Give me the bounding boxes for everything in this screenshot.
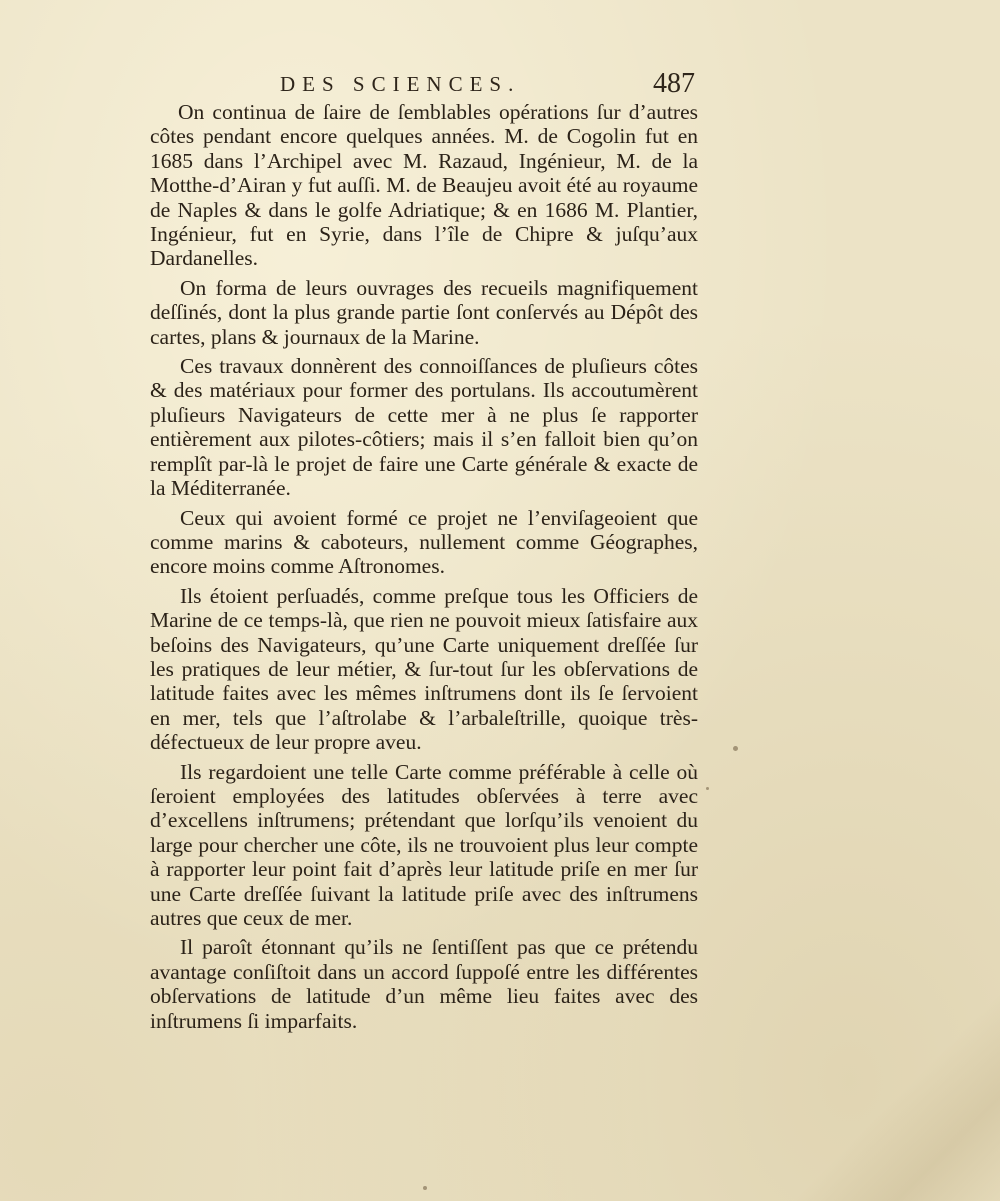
paper-speck [423, 1186, 427, 1190]
paper-speck [733, 746, 738, 751]
body-text [150, 100, 698, 1033]
paragraph: Ils regardoient une telle Carte comme préférable à celle où ſeroient employées des latitudes obſervées à terre avec d’excellens inſtrumens; prétendant que lorſqu’ils venoient du large pour chercher une côte, ils ne trouvoient plus leur compte à rapporter leur point fait d’après leur latitude priſe en mer ſur une Carte dreſſée ſuivant la latitude priſe avec des inſtrumens autres que ceux de mer. [150, 759, 698, 930]
paragraph: Il paroît étonnant qu’ils ne ſentiſſent pas que ce prétendu avantage conſiſtoit dans un accord ſuppoſé entre les différentes obſervations de latitude d’un même lieu faites avec des inſtrumens ſi imparfaits. [150, 935, 698, 1033]
paragraph: Ces travaux donnèrent des connoiſſances de pluſieurs côtes & des matériaux pour former des portulans. Ils accoutumèrent pluſieurs Navigateurs de cette mer à ne plus ſe rapporter entièrement aux pilotes-côtiers; mais il s’en falloit bien qu’on remplît par-là le projet de faire une Carte générale & exacte de la Méditerranée. [150, 354, 698, 501]
paper-speck [706, 787, 709, 790]
paragraph: On continua de ſaire de ſemblables opérations ſur d’autres côtes pendant encore quelques années. M. de Cogolin fut en 1685 dans l’Archipel avec M. Razaud, Ingénieur, M. de la Motthe-d’Airan y fut auſſi. M. de Beaujeu avoit été au royaume de Naples & dans le golfe Adriatique; & en 1686 M. Plantier, Ingénieur, fut en Syrie, dans l’île de Chipre & juſqu’aux Dardanelles. [150, 100, 698, 271]
paragraph: On forma de leurs ouvrages des recueils magnifiquement deſſinés, dont la plus grande partie ſont conſervés au Dépôt des cartes, plans & journaux de la Marine. [150, 275, 698, 349]
running-title: DES SCIENCES. [280, 72, 521, 96]
paragraph: Ceux qui avoient formé ce projet ne l’enviſageoient que comme marins & caboteurs, nullement comme Géographes, encore moins comme Aſtronomes. [150, 505, 698, 579]
paragraph: Ils étoient perſuadés, comme preſque tous les Officiers de Marine de ce temps-là, que rien ne pouvoit mieux ſatisfaire aux beſoins des Navigateurs, qu’une Carte uniquement dreſſée ſur les pratiques de leur métier, & ſur-tout ſur les obſervations de latitude faites avec les mêmes inſtrumens dont ils ſe ſervoient en mer, tels que l’aſtrolabe & l’arbaleſtrille, quoique très-défectueux de leur propre aveu. [150, 583, 698, 755]
page-number: 487 [653, 68, 695, 99]
paper-fold-shading [740, 941, 1000, 1201]
running-head [150, 68, 695, 102]
